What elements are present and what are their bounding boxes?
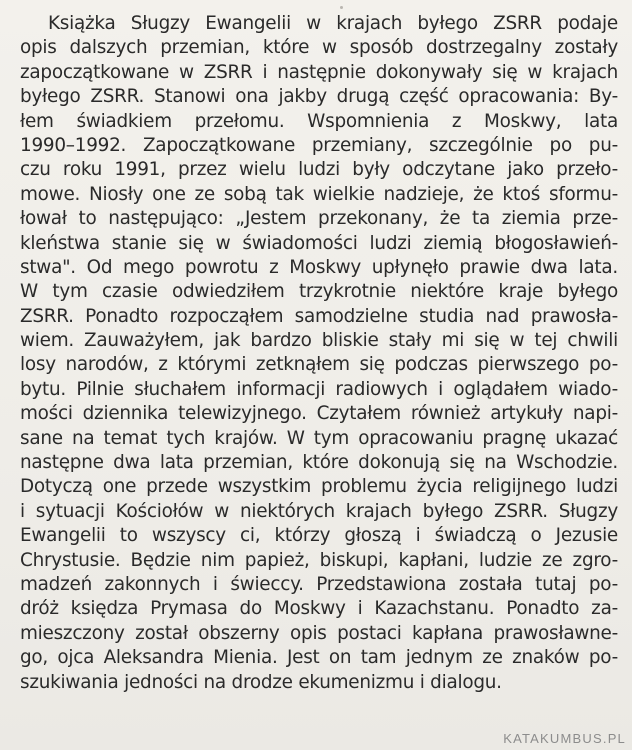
text-line: łował to następująco: „Jestem przekonany, że ta ziemia prze- — [20, 208, 618, 230]
text-line: ZSRR. Ponadto rozpocząłem samodzielne studia nad prawosła- — [20, 305, 618, 327]
text-line: go, ojca Aleksandra Mienia. Jest on tam jednym ze znaków po- — [20, 647, 618, 669]
text-line: byłego ZSRR. Stanowi ona jakby drugą część opracowania: By- — [20, 86, 618, 108]
text-line: Chrystusie. Będzie nim papież, biskupi, kapłani, ludzie ze zgro- — [20, 549, 618, 571]
text-line: opis dalszych przemian, które w sposób dostrzegalny zostały — [20, 37, 618, 59]
site-watermark: KATAKUMBUS.PL — [503, 731, 626, 746]
text-line: mieszczony został obszerny opis postaci kapłana prawosławne- — [20, 622, 618, 644]
text-line: 1990–1992. Zapoczątkowane przemiany, szczególnie po pu- — [20, 134, 618, 156]
text-line: wiem. Zauważyłem, jak bardzo bliskie stały mi się w tej chwili — [20, 330, 618, 352]
text-line: kleństwa stanie się w świadomości ludzi ziemią błogosławień- — [20, 232, 618, 254]
text-line: dróż księdza Prymasa do Moskwy i Kazachstanu. Ponadto za- — [20, 598, 618, 620]
text-line: szukiwania jedności na drodze ekumenizmu i dialogu. — [20, 671, 502, 693]
body-paragraph — [20, 12, 618, 695]
text-line: mości dziennika telewizyjnego. Czytałem również artykuły napi- — [20, 403, 618, 425]
text-line: zapoczątkowane w ZSRR i następnie dokonywały się w krajach — [20, 61, 618, 83]
text-line: łem świadkiem przełomu. Wspomnienia z Moskwy, lata — [20, 110, 618, 132]
text-line: Ewangelii to wszyscy ci, którzy głoszą i świadczą o Jezusie — [20, 525, 618, 547]
text-line: W tym czasie odwiedziłem trzykrotnie niektóre kraje byłego — [20, 281, 618, 303]
text-line: bytu. Pilnie słuchałem informacji radiowych i oglądałem wiado- — [20, 378, 618, 400]
text-line: Książka Sługzy Ewangelii w krajach byłego ZSRR podaje — [48, 13, 618, 34]
text-line: Dotyczą one przede wszystkim problemu życia religijnego ludzi — [20, 476, 618, 498]
text-line: mowe. Niosły one ze sobą tak wielkie nadzieje, że ktoś sformu- — [20, 183, 618, 205]
text-line: i sytuacji Kościołów w niektórych krajach byłego ZSRR. Sługzy — [20, 500, 618, 522]
text-line: stwa". Od mego powrotu z Moskwy upłynęło prawie dwa lata. — [20, 256, 618, 278]
text-line: czu roku 1991, przez wielu ludzi były odczytane jako przeło- — [20, 159, 618, 181]
text-line: sane na temat tych krajów. W tym opracowaniu pragnę ukazać — [20, 427, 618, 449]
text-line: madzeń zakonnych i świeccy. Przedstawiona została tutaj po- — [20, 573, 618, 595]
text-line: następne dwa lata przemian, które dokonują się na Wschodzie. — [20, 452, 618, 474]
text-line: losy narodów, z którymi zetknąłem się podczas pierwszego po- — [20, 354, 618, 376]
paper-speck — [340, 6, 343, 9]
